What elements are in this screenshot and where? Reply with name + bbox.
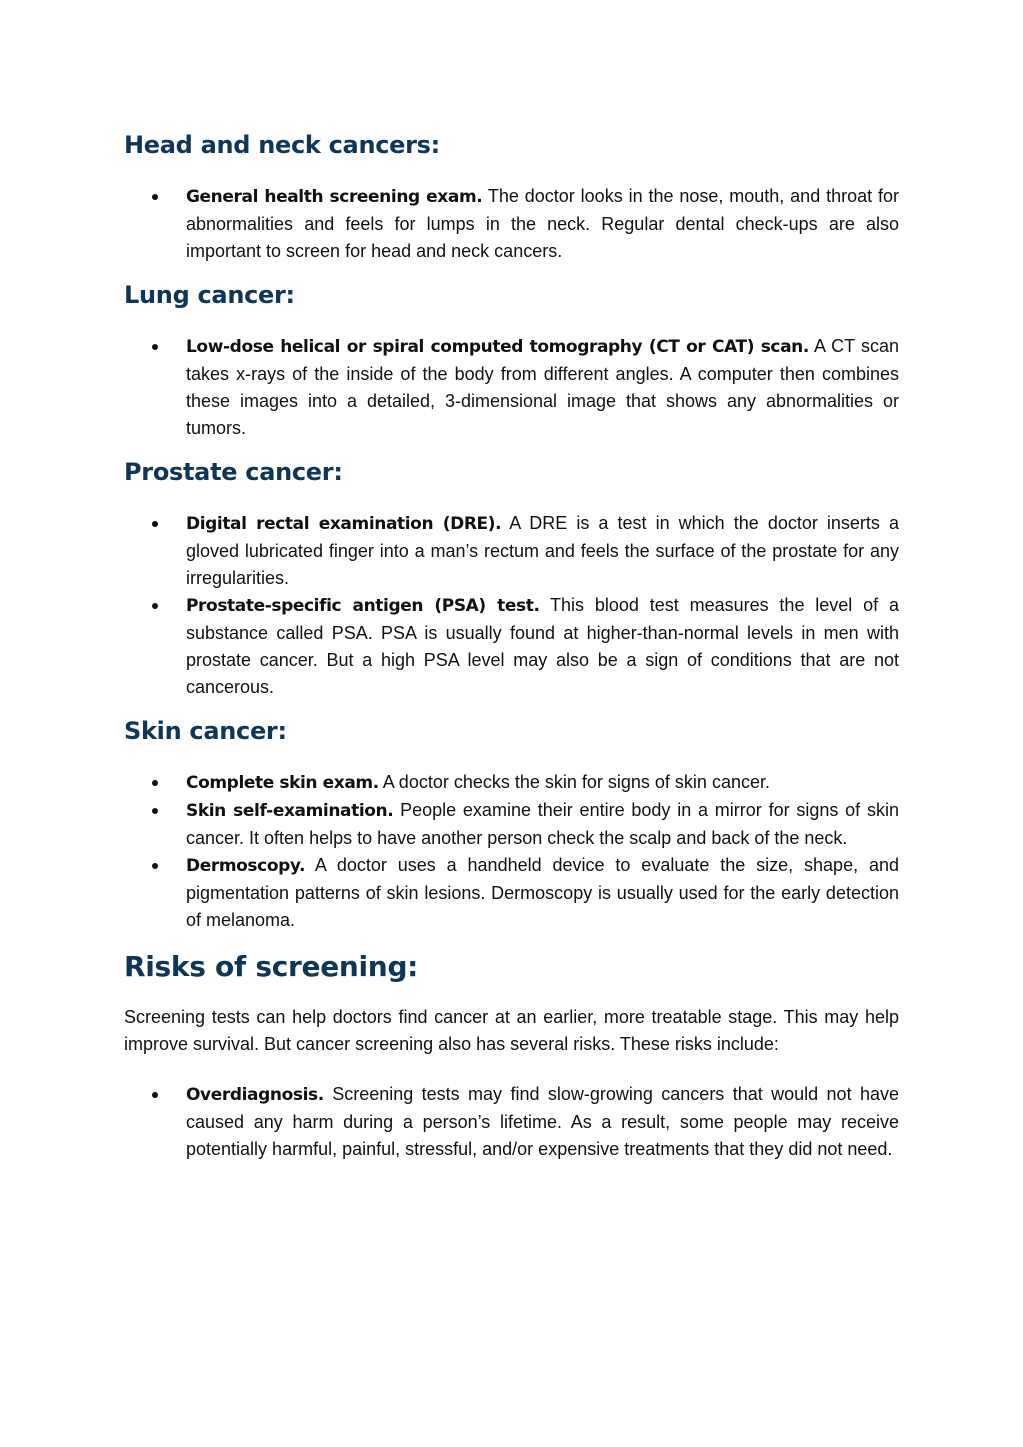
- list-item: [124, 333, 899, 442]
- item-text: Screening tests may find slow-growing cancers that would not have caused any harm during a person’s lifetime. As a result, some people may receive potentially harmful, painful, stressful, and/or expensive treatments that they did not need.: [186, 1084, 899, 1159]
- item-text: People examine their entire body in a mirror for signs of skin cancer. It often helps to have another person check the scalp and back of the neck.: [186, 800, 899, 848]
- item-term: Digital rectal examination (DRE).: [186, 514, 502, 534]
- list-item: [124, 797, 899, 852]
- screening-list-skin: [124, 769, 899, 934]
- section-heading-head-neck: Head and neck cancers:: [124, 131, 440, 159]
- list-item: [124, 183, 899, 265]
- item-term: Prostate-specific antigen (PSA) test.: [186, 596, 540, 616]
- item-term: Overdiagnosis.: [186, 1085, 324, 1105]
- section-heading-risks: Risks of screening:: [124, 950, 419, 983]
- bullet-icon: [152, 603, 158, 609]
- bullet-icon: [152, 344, 158, 350]
- item-text: A DRE is a test in which the doctor inserts a gloved lubricated finger into a man’s rectum and feels the surface of the prostate for any irregularities.: [186, 513, 899, 588]
- item-term: Low-dose helical or spiral computed tomography (CT or CAT) scan.: [186, 337, 809, 357]
- bullet-icon: [152, 521, 158, 527]
- item-term: General health screening exam.: [186, 187, 483, 207]
- item-term: Dermoscopy.: [186, 856, 306, 876]
- screening-list-lung: [124, 333, 899, 442]
- list-item: [124, 592, 899, 701]
- item-term: Complete skin exam.: [186, 773, 379, 793]
- item-term: Skin self-examination.: [186, 801, 394, 821]
- bullet-icon: [152, 808, 158, 814]
- section-heading-prostate: Prostate cancer:: [124, 458, 343, 486]
- screening-list-head-neck: [124, 183, 899, 265]
- bullet-icon: [152, 194, 158, 200]
- bullet-icon: [152, 780, 158, 786]
- bullet-icon: [152, 863, 158, 869]
- item-text: The doctor looks in the nose, mouth, and throat for abnormalities and feels for lumps in the neck. Regular dental check-ups are also important to screen for head and neck cancers.: [186, 186, 899, 261]
- risks-intro-paragraph: Screening tests can help doctors find cancer at an earlier, more treatable stage. This may help improve survival. But cancer screening also has several risks. These risks include:: [124, 1007, 899, 1054]
- document-page: [124, 127, 899, 1175]
- section-heading-skin: Skin cancer:: [124, 717, 287, 745]
- list-item: [124, 1081, 899, 1163]
- item-text: This blood test measures the level of a substance called PSA. PSA is usually found at higher-than-normal levels in men with prostate cancer. But a high PSA level may also be a sign of conditions that are not cancerous.: [186, 595, 899, 697]
- risks-list: [124, 1081, 899, 1163]
- list-item: [124, 769, 899, 797]
- item-text: A CT scan takes x-rays of the inside of the body from different angles. A computer then combines these images into a detailed, 3-dimensional image that shows any abnormalities or tumors.: [186, 336, 899, 438]
- list-item: [124, 510, 899, 592]
- list-item: [124, 852, 899, 934]
- section-heading-lung: Lung cancer:: [124, 281, 295, 309]
- item-text: A doctor uses a handheld device to evaluate the size, shape, and pigmentation patterns of skin lesions. Dermoscopy is usually used for the early detection of melanoma.: [186, 855, 899, 930]
- bullet-icon: [152, 1092, 158, 1098]
- screening-list-prostate: [124, 510, 899, 701]
- item-text: A doctor checks the skin for signs of skin cancer.: [378, 772, 770, 792]
